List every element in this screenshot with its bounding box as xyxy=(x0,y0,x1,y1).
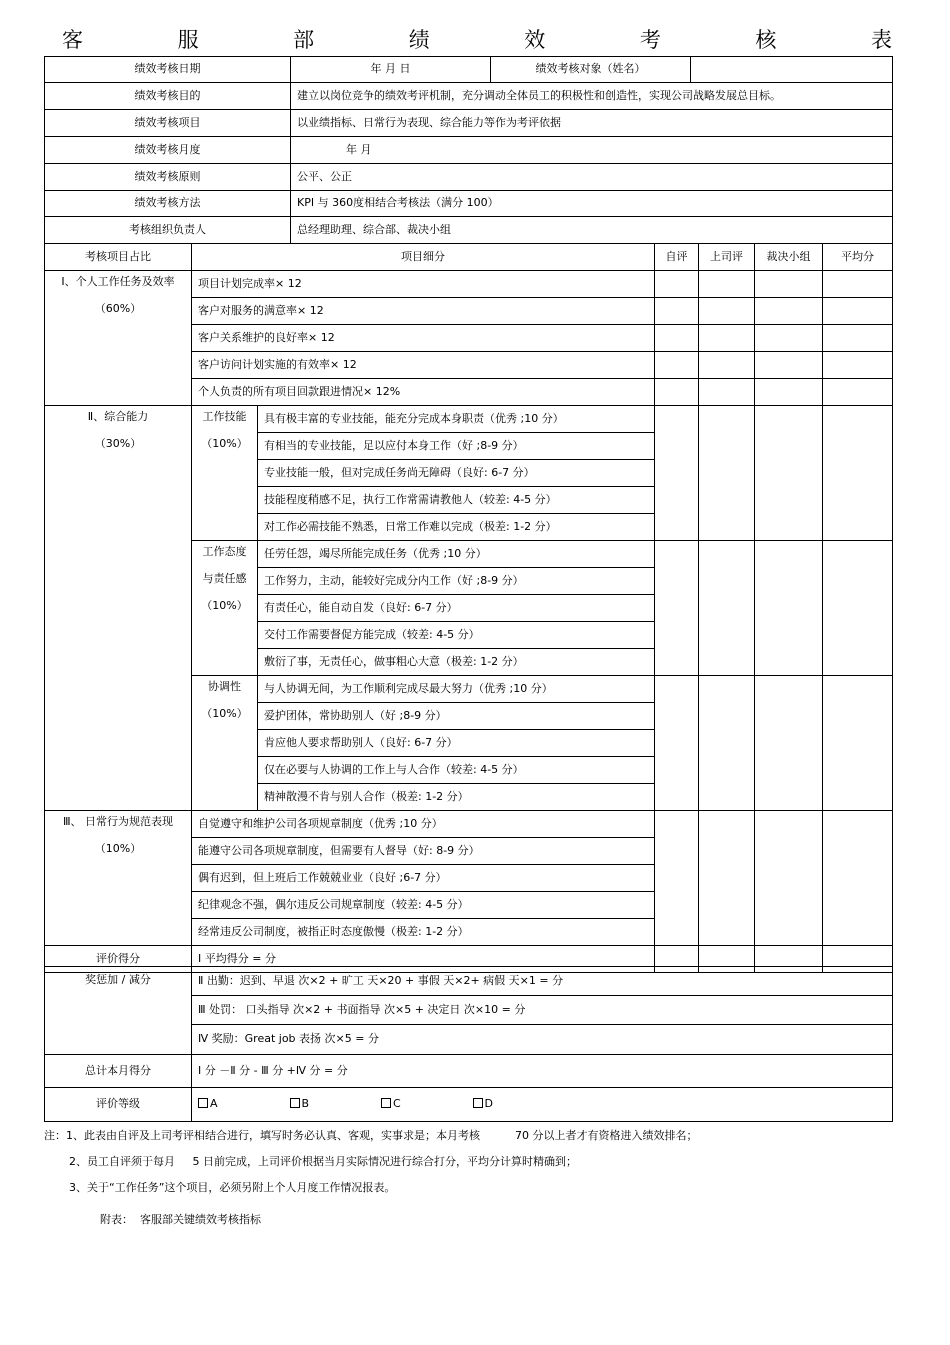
panel-score-cell[interactable] xyxy=(755,541,823,676)
checkbox-icon[interactable] xyxy=(198,1098,208,1108)
panel-score-cell[interactable] xyxy=(755,811,823,946)
criteria-item: 爱护团体，常协助别人（好 ;8-9 分） xyxy=(258,703,655,730)
score-label: 评价得分 xyxy=(45,946,192,973)
group-pct: （10%） xyxy=(201,437,248,450)
self-score-cell[interactable] xyxy=(655,271,699,298)
section3-label xyxy=(45,811,192,946)
criteria-item: 有责任心，能自动自发（良好: 6-7 分） xyxy=(258,595,655,622)
avg-score-cell[interactable] xyxy=(823,379,893,406)
panel-score-cell[interactable] xyxy=(755,379,823,406)
attendance-field[interactable]: Ⅱ 出勤：迟到、早退 次×2 + 旷工 天×20 + 事假 天×2+ 病假 天×1 = 分 xyxy=(192,967,893,996)
project-label: 绩效考核项目 xyxy=(45,110,291,137)
reward-field[interactable]: Ⅳ 奖励：Great job 表扬 次×5 = 分 xyxy=(192,1025,893,1055)
self-score-cell[interactable] xyxy=(655,298,699,325)
col-avg-header: 平均分 xyxy=(823,244,893,271)
grade-option-a[interactable] xyxy=(198,1098,286,1111)
grade-label-d: D xyxy=(484,1097,493,1111)
group-pct: （10%） xyxy=(201,707,248,720)
grade-option-b[interactable] xyxy=(290,1098,378,1111)
section1-item: 个人负责的所有项目回款跟进情况× 12% xyxy=(192,379,655,406)
criteria-item: 工作努力，主动，能较好完成分内工作（好 ;8-9 分） xyxy=(258,568,655,595)
section2-label xyxy=(45,406,192,811)
criteria-item: 专业技能一般，但对完成任务尚无障碍（良好: 6-7 分） xyxy=(258,460,655,487)
self-score-cell[interactable] xyxy=(655,379,699,406)
purpose-label: 绩效考核目的 xyxy=(45,83,291,110)
panel-score-cell[interactable] xyxy=(755,271,823,298)
criteria-item: 有相当的专业技能，足以应付本身工作（好 ;8-9 分） xyxy=(258,433,655,460)
summary-table xyxy=(44,966,893,1122)
avg-score-cell[interactable] xyxy=(823,298,893,325)
criteria-item: 交付工作需要督促方能完成（较差: 4-5 分） xyxy=(258,622,655,649)
month-label: 绩效考核月度 xyxy=(45,137,291,164)
average-score-field[interactable]: Ⅰ 平均得分 = 分 xyxy=(192,946,655,973)
note-3: 3、关于“工作任务”这个项目，必须另附上个人月度工作情况报表。 xyxy=(69,1181,396,1194)
criteria-item: 技能程度稍感不足，执行工作常需请教他人（较差: 4-5 分） xyxy=(258,487,655,514)
section1-pct: （60%） xyxy=(94,302,142,315)
checkbox-icon[interactable] xyxy=(290,1098,300,1108)
group-coordination-label xyxy=(192,676,258,811)
penalty-field[interactable]: Ⅲ 处罚： 口头指导 次×2 + 书面指导 次×5 + 决定日 次×10 = 分 xyxy=(192,996,893,1025)
self-score-cell[interactable] xyxy=(655,541,699,676)
col-superior-header: 上司评 xyxy=(699,244,755,271)
criteria-item: 与人协调无间，为工作顺利完成尽最大努力（优秀 ;10 分） xyxy=(258,676,655,703)
date-label: 绩效考核日期 xyxy=(45,57,291,83)
superior-score-cell[interactable] xyxy=(699,541,755,676)
panel-score-cell[interactable] xyxy=(755,325,823,352)
grade-option-c[interactable] xyxy=(381,1098,469,1111)
total-label: 总计本月得分 xyxy=(45,1055,192,1088)
self-score-cell[interactable] xyxy=(655,406,699,541)
avg-score-cell[interactable] xyxy=(823,352,893,379)
section3-pct: （10%） xyxy=(94,842,142,855)
total-score-field[interactable]: Ⅰ 分 －Ⅱ 分 - Ⅲ 分 +Ⅳ 分 = 分 xyxy=(192,1055,893,1088)
superior-score-cell[interactable] xyxy=(699,379,755,406)
criteria-item: 仅在必要与人协调的工作上与人合作（较差: 4-5 分） xyxy=(258,757,655,784)
superior-score-cell[interactable] xyxy=(699,271,755,298)
superior-score-cell[interactable] xyxy=(699,676,755,811)
title-char: 客 xyxy=(62,28,83,52)
self-score-cell[interactable] xyxy=(655,811,699,946)
criteria-item: 任劳任怨，竭尽所能完成任务（优秀 ;10 分） xyxy=(258,541,655,568)
grade-option-d[interactable] xyxy=(473,1098,561,1111)
project-value: 以业绩指标、日常行为表现、综合能力等作为考评依据 xyxy=(291,110,893,137)
title-char: 部 xyxy=(293,28,315,52)
date-field[interactable]: 年 月 日 xyxy=(291,57,491,83)
superior-score-cell[interactable] xyxy=(699,811,755,946)
group-name: 工作态度 xyxy=(202,545,247,558)
group-skill-label xyxy=(192,406,258,541)
owner-value: 总经理助理、综合部、裁决小组 xyxy=(291,217,893,244)
criteria-item: 对工作必需技能不熟悉，日常工作难以完成（极差: 1-2 分） xyxy=(258,514,655,541)
bonus-label: 奖惩加 / 减分 xyxy=(45,967,192,1055)
avg-score-cell[interactable] xyxy=(823,271,893,298)
panel-score-cell[interactable] xyxy=(755,298,823,325)
self-score-cell[interactable] xyxy=(655,676,699,811)
criteria-item: 经常违反公司制度，被指正时态度傲慢（极差: 1-2 分） xyxy=(192,919,655,946)
avg-score-cell[interactable] xyxy=(823,325,893,352)
method-label: 绩效考核方法 xyxy=(45,191,291,217)
criteria-item: 纪律观念不强，偶尔违反公司规章制度（较差: 4-5 分） xyxy=(192,892,655,919)
superior-score-cell[interactable] xyxy=(699,325,755,352)
grade-label-b: B xyxy=(301,1097,310,1111)
criteria-item: 能遵守公司各项规章制度，但需要有人督导（好: 8-9 分） xyxy=(192,838,655,865)
criteria-item: 具有极丰富的专业技能，能充分完成本身职责（优秀 ;10 分） xyxy=(258,406,655,433)
section1-item: 客户访问计划实施的有效率× 12 xyxy=(192,352,655,379)
target-name-field[interactable] xyxy=(691,57,893,83)
avg-score-cell[interactable] xyxy=(823,676,893,811)
panel-score-cell[interactable] xyxy=(755,406,823,541)
title-char: 表 xyxy=(870,28,892,52)
month-field[interactable]: 年 月 xyxy=(291,137,893,164)
avg-score-cell[interactable] xyxy=(823,406,893,541)
col-item-header: 考核项目占比 xyxy=(45,244,192,271)
grade-label: 评价等级 xyxy=(45,1088,192,1122)
appendix-note: 附表： 客服部关键绩效考核指标 xyxy=(100,1213,261,1226)
title-char: 服 xyxy=(177,28,199,52)
note-1: 注：1、此表由自评及上司考评相结合进行，填写时务必认真、客观，实事求是；本月考核 70 分以上者才有资格进入绩效排名； xyxy=(44,1129,698,1142)
owner-label: 考核组织负责人 xyxy=(45,217,291,244)
criteria-item: 肯应他人要求帮助别人（良好: 6-7 分） xyxy=(258,730,655,757)
page-title xyxy=(62,24,892,54)
title-char: 考 xyxy=(639,28,661,52)
scoring-table xyxy=(44,243,893,973)
title-char: 核 xyxy=(755,28,777,52)
criteria-item: 偶有迟到，但上班后工作兢兢业业（良好 ;6-7 分） xyxy=(192,865,655,892)
checkbox-icon[interactable] xyxy=(381,1098,391,1108)
section1-item: 客户对服务的满意率× 12 xyxy=(192,298,655,325)
principle-value: 公平、公正 xyxy=(291,164,893,191)
title-char: 效 xyxy=(524,28,546,52)
panel-score-cell[interactable] xyxy=(755,676,823,811)
section2-pct: （30%） xyxy=(94,437,142,450)
note-2: 2、员工自评须于每月 5 日前完成，上司评价根据当月实际情况进行综合打分，平均分计算时精确到； xyxy=(69,1155,577,1168)
group-name: 协调性 xyxy=(208,680,241,693)
self-score-cell[interactable] xyxy=(655,352,699,379)
header-table xyxy=(44,56,893,244)
group-name: 与责任感 xyxy=(202,572,247,585)
self-score-cell[interactable] xyxy=(655,325,699,352)
group-name: 工作技能 xyxy=(202,410,247,423)
section1-name: Ⅰ、个人工作任务及效率 xyxy=(61,275,175,288)
col-detail-header: 项目细分 xyxy=(192,244,655,271)
section1-item: 项目计划完成率× 12 xyxy=(192,271,655,298)
section3-name: Ⅲ、 日常行为规范表现 xyxy=(62,815,174,828)
grade-options xyxy=(192,1088,893,1122)
superior-score-cell[interactable] xyxy=(699,406,755,541)
group-pct: （10%） xyxy=(201,599,248,612)
panel-score-cell[interactable] xyxy=(755,352,823,379)
principle-label: 绩效考核原则 xyxy=(45,164,291,191)
grade-label-a: A xyxy=(210,1097,218,1111)
title-char: 绩 xyxy=(408,28,430,52)
target-label: 绩效考核对象（姓名） xyxy=(491,57,691,83)
method-value: KPI 与 360度相结合考核法（满分 100） xyxy=(291,191,893,217)
section2-name: Ⅱ、综合能力 xyxy=(87,410,149,423)
col-self-header: 自评 xyxy=(655,244,699,271)
group-attitude-label xyxy=(192,541,258,676)
avg-score-cell[interactable] xyxy=(823,541,893,676)
purpose-value: 建立以岗位竞争的绩效考评机制，充分调动全体员工的积极性和创造性，实现公司战略发展总目标。 xyxy=(291,83,893,110)
checkbox-icon[interactable] xyxy=(473,1098,483,1108)
section1-label xyxy=(45,271,192,406)
superior-score-cell[interactable] xyxy=(699,352,755,379)
superior-score-cell[interactable] xyxy=(699,298,755,325)
avg-score-cell[interactable] xyxy=(823,811,893,946)
criteria-item: 精神散漫不肯与别人合作（极差: 1-2 分） xyxy=(258,784,655,811)
criteria-item: 敷衍了事，无责任心，做事粗心大意（极差: 1-2 分） xyxy=(258,649,655,676)
grade-label-c: C xyxy=(393,1097,401,1111)
col-panel-header: 裁决小组 xyxy=(755,244,823,271)
criteria-item: 自觉遵守和维护公司各项规章制度（优秀 ;10 分） xyxy=(192,811,655,838)
section1-item: 客户关系维护的良好率× 12 xyxy=(192,325,655,352)
